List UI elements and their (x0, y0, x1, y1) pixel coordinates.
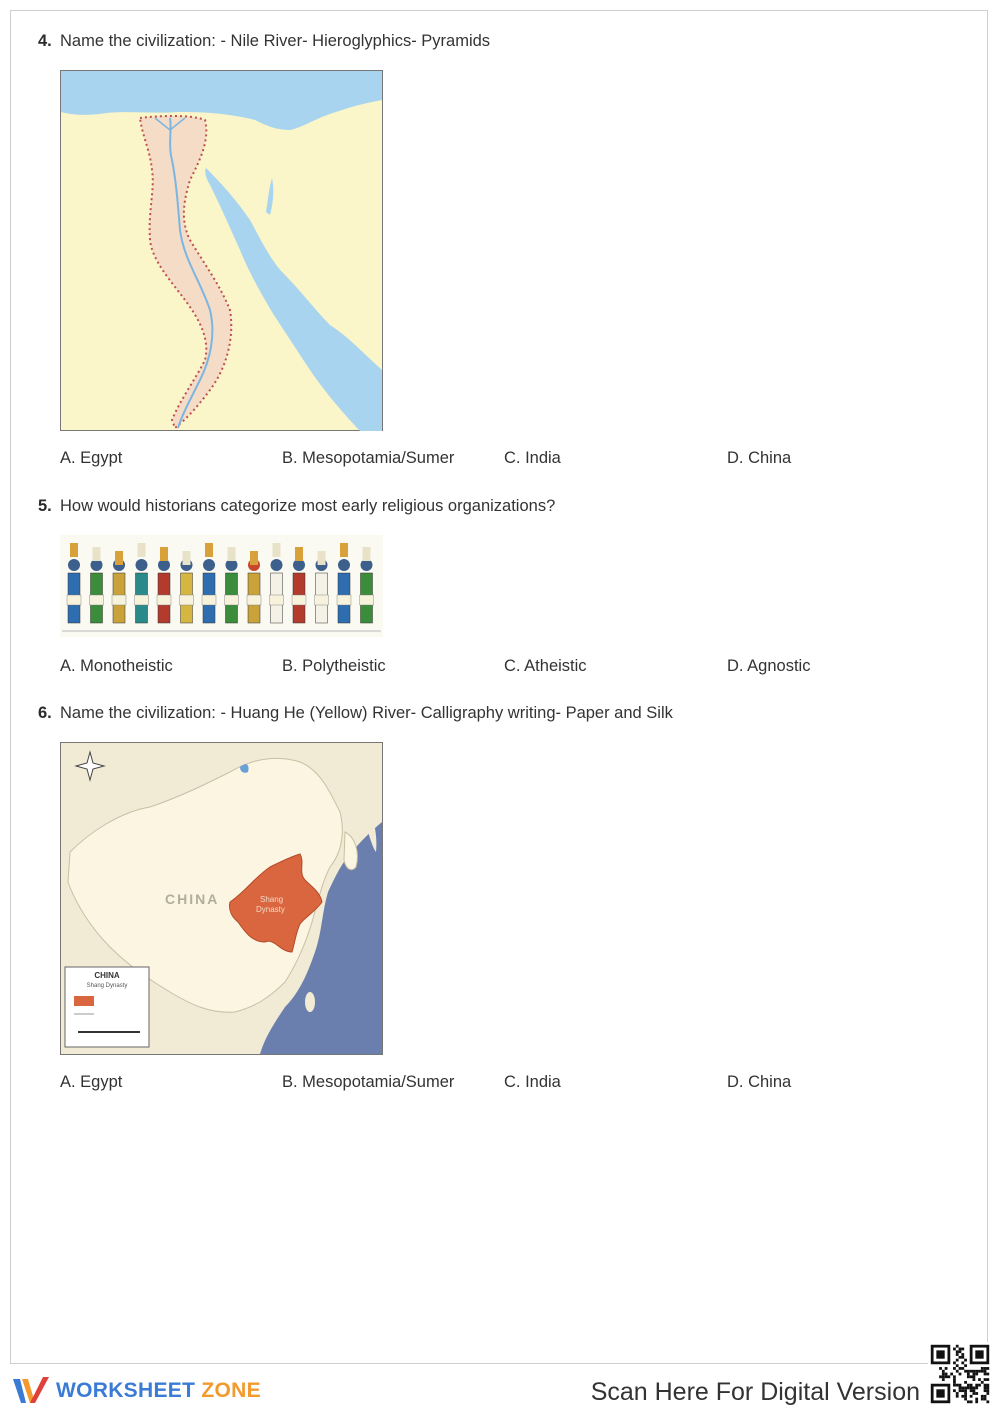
question-number: 5. (38, 497, 52, 515)
option-d[interactable]: D. Agnostic (727, 657, 811, 675)
option-a[interactable]: A. Egypt (60, 449, 123, 467)
shang-label-1: Shang (260, 895, 284, 904)
option-c[interactable]: C. India (504, 449, 561, 467)
qr-code[interactable] (928, 1342, 992, 1406)
question-text: Name the civilization: - Huang He (Yellow) River- Calligraphy writing- Paper and Silk (60, 704, 673, 722)
logo-text: WORKSHEET ZONE (56, 1379, 261, 1402)
scan-text: Scan Here For Digital Version (590, 1378, 920, 1406)
option-a[interactable]: A. Monotheistic (60, 657, 173, 675)
egyptian-gods-image (60, 535, 383, 637)
china-map-image (60, 742, 383, 1055)
option-d[interactable]: D. China (727, 449, 792, 467)
map-legend (65, 967, 149, 1047)
china-label: CHINA (165, 891, 220, 907)
legend-subtitle: Shang Dynasty (86, 983, 128, 989)
worksheet-zone-logo[interactable] (12, 1376, 261, 1406)
egypt-map-image (60, 70, 383, 431)
question-text: How would historians categorize most early religious organizations? (60, 497, 556, 515)
footer (0, 1366, 1000, 1414)
option-b[interactable]: B. Mesopotamia/Sumer (282, 1073, 455, 1091)
question-number: 6. (38, 704, 52, 722)
option-b[interactable]: B. Mesopotamia/Sumer (282, 449, 455, 467)
question-6 (38, 704, 673, 723)
option-a[interactable]: A. Egypt (60, 1073, 123, 1091)
option-b[interactable]: B. Polytheistic (282, 657, 386, 675)
question-4 (38, 32, 490, 51)
legend-title: CHINA (94, 971, 120, 980)
option-c[interactable]: C. India (504, 1073, 561, 1091)
option-c[interactable]: C. Atheistic (504, 657, 587, 675)
question-number: 4. (38, 32, 52, 50)
shang-label-2: Dynasty (256, 905, 285, 914)
question-text: Name the civilization: - Nile River- Hieroglyphics- Pyramids (60, 32, 491, 50)
option-d[interactable]: D. China (727, 1073, 792, 1091)
w-logo-icon (12, 1376, 50, 1406)
question-5 (38, 497, 555, 516)
